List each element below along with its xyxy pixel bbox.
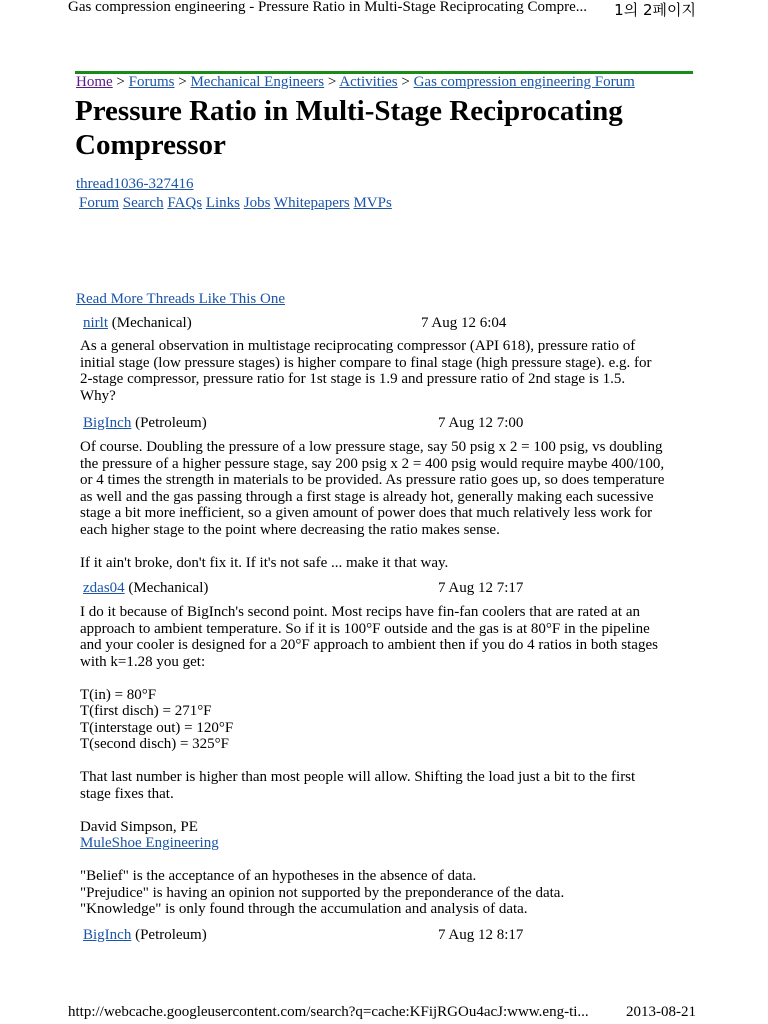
page-indicator: 1의 2페이지	[614, 1, 696, 19]
signature-company-link[interactable]: MuleShoe Engineering	[80, 835, 219, 851]
post-author-role: (Mechanical)	[108, 315, 192, 331]
post-author-link[interactable]: nirlt	[83, 315, 108, 331]
nav-mvps-link[interactable]: MVPs	[353, 195, 392, 211]
post-date: 7 Aug 12 7:17	[438, 580, 524, 596]
breadcrumb-separator: >	[112, 74, 129, 90]
footer-date: 2013-08-21	[626, 1004, 696, 1020]
post-header	[83, 927, 603, 945]
post-line: I do it because of BigInch's second point. Most recips have fin-fan coolers that are rated at an	[80, 604, 641, 620]
post-author-link[interactable]: zdas04	[83, 580, 125, 596]
post-header	[83, 415, 603, 433]
temperature-line: T(second disch) = 325°F	[80, 736, 230, 752]
post-author-link[interactable]: BigInch	[83, 927, 132, 943]
print-header-title: Gas compression engineering - Pressure Ratio in Multi-Stage Reciprocating Compre...	[68, 0, 588, 15]
temperature-line: T(in) = 80°F	[80, 686, 157, 703]
post-author-link[interactable]: BigInch	[83, 415, 132, 431]
post-header	[83, 315, 603, 333]
post-signature: If it ain't broke, don't fix it. If it's not safe ... make it that way.	[80, 554, 449, 571]
post-author-role: (Petroleum)	[131, 927, 207, 943]
post-line: or 4 times the strength in materials to be provided. As pressure ratio goes up, so does temperature	[80, 472, 665, 488]
post-line: stage a bit more inefficient, so a given amount of power does that much relatively less work for	[80, 505, 653, 521]
read-more-link[interactable]: Read More Threads Like This One	[76, 291, 285, 307]
breadcrumb-home-link[interactable]: Home	[76, 74, 113, 90]
nav-forum-link[interactable]: Forum	[79, 195, 120, 211]
post-line: Of course. Doubling the pressure of a low pressure stage, say 50 psig x 2 = 100 psig, vs doubling	[80, 439, 663, 455]
post-line: 2-stage compressor, pressure ratio for 1st stage is 1.9 and pressure ratio of 2nd stage is 1.5.	[80, 371, 626, 387]
post-date: 7 Aug 12 7:00	[438, 415, 524, 431]
post-line: as well and the gas passing through a first stage is already hot, generally making each sucessive	[80, 488, 654, 505]
signature-quote: "Belief" is the acceptance of an hypotheses in the absence of data.	[80, 868, 477, 884]
footer-url: http://webcache.googleusercontent.com/search?q=cache:KFijRGOu4acJ:www.eng-ti...	[68, 1004, 589, 1020]
nav-search-link[interactable]: Search	[122, 195, 164, 211]
post-line: That last number is higher than most people will allow. Shifting the load just a bit to the first	[80, 769, 636, 785]
post-line: and your cooler is designed for a 20°F approach to ambient then if you do 4 ratios in both stages	[80, 637, 658, 653]
breadcrumb	[76, 74, 635, 91]
post-date: 7 Aug 12 8:17	[438, 927, 524, 943]
post-header	[83, 580, 603, 598]
post-body	[80, 439, 698, 571]
post-author-role: (Petroleum)	[131, 415, 207, 431]
nav-jobs-link[interactable]: Jobs	[243, 195, 271, 211]
post-line: Why?	[80, 387, 116, 404]
breadcrumb-separator: >	[174, 74, 191, 90]
signature-name: David Simpson, PE	[80, 818, 198, 835]
nav-links	[79, 195, 392, 212]
post-line: approach to ambient temperature. So if it is 100°F outside and the gas is at 80°F in the pipeline	[80, 620, 650, 637]
breadcrumb-separator: >	[397, 74, 414, 90]
post-line: stage fixes that.	[80, 785, 174, 802]
thread-id-link[interactable]: thread1036-327416	[76, 176, 194, 192]
signature-quote: "Knowledge" is only found through the accumulation and analysis of data.	[80, 901, 528, 917]
signature-quote: "Prejudice" is having an opinion not supported by the preponderance of the data.	[80, 884, 565, 901]
post-date: 7 Aug 12 6:04	[421, 315, 507, 331]
post-line: As a general observation in multistage reciprocating compressor (API 618), pressure ratio of	[80, 338, 636, 354]
breadcrumb-separator: >	[324, 74, 340, 90]
post-line: each higher stage to the point where decreasing the ratio makes sense.	[80, 521, 500, 538]
nav-links-link[interactable]: Links	[205, 195, 240, 211]
post-line: initial stage (low pressure stages) is higher compare to final stage (high pressure stage). e.g. for	[80, 354, 652, 371]
breadcrumb-forums-link[interactable]: Forums	[128, 74, 175, 90]
post-body	[80, 604, 698, 918]
breadcrumb-forum-link[interactable]: Gas compression engineering Forum	[413, 74, 635, 90]
breadcrumb-mechanical-link[interactable]: Mechanical Engineers	[190, 74, 325, 90]
nav-whitepapers-link[interactable]: Whitepapers	[273, 195, 350, 211]
post-body	[80, 338, 698, 404]
nav-faqs-link[interactable]: FAQs	[167, 195, 203, 211]
post-author-role: (Mechanical)	[124, 580, 209, 596]
post-line: the pressure of a higher pessure stage, say 200 psig x 2 = 400 psig would require maybe 400/100,	[80, 455, 665, 472]
page-title: Pressure Ratio in Multi-Stage Reciprocating Compressor	[75, 95, 623, 161]
post-line: with k=1.28 you get:	[80, 653, 206, 670]
temperature-line: T(first disch) = 271°F	[80, 703, 212, 719]
temperature-line: T(interstage out) = 120°F	[80, 719, 234, 736]
breadcrumb-activities-link[interactable]: Activities	[339, 74, 398, 90]
